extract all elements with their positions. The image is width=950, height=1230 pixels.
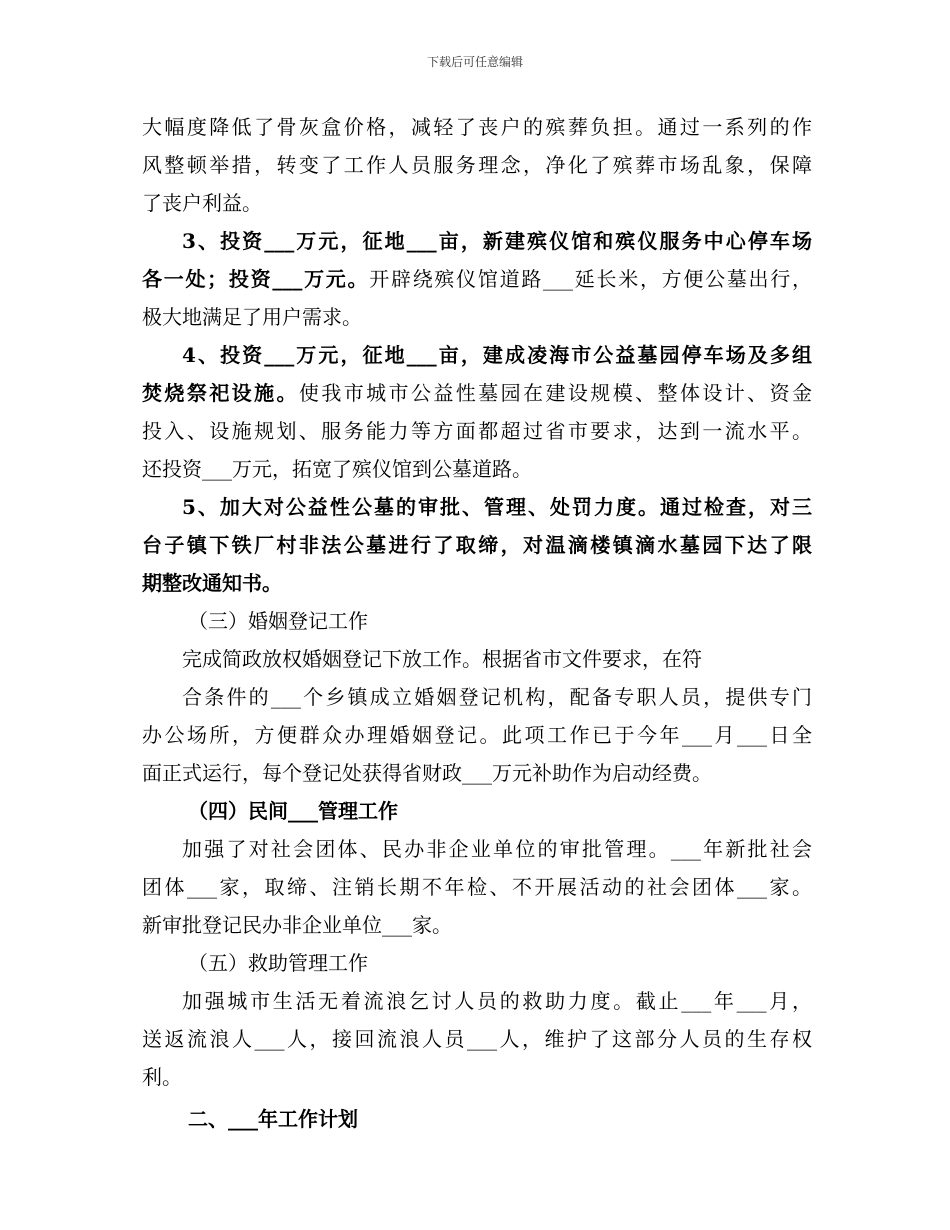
paragraph-line: 投入、设施规划、服务能力等方面都超过省市要求，达到一流水平。 [142, 419, 812, 443]
section-heading-civil: （四）民间___管理工作 [188, 799, 398, 823]
section-heading-plan: 二、___年工作计划 [188, 1107, 358, 1131]
paragraph-line: 期整改通知书。 [142, 571, 282, 595]
section-heading-relief: （五）救助管理工作 [188, 951, 368, 975]
paragraph-line: 团体___家，取缔、注销长期不年检、不开展活动的社会团体___家。 [142, 875, 812, 899]
paragraph-line: 极大地满足了用户需求。 [142, 305, 362, 329]
paragraph-line [142, 260, 812, 298]
page-header: 下载后可任意编辑 [426, 55, 523, 69]
paragraph-line: 加强了对社会团体、民办非企业单位的审批管理。___年新批社会 [182, 837, 812, 861]
item-4-heading: 4、投资___万元，征地___亩，建成凌海市公益墓园停车场及多组 [182, 343, 812, 367]
paragraph-line: 办公场所，方便群众办理婚姻登记。此项工作已于今年___月___日全 [142, 723, 812, 747]
paragraph-line: 利。 [142, 1065, 182, 1089]
paragraph-line: 风整顿举措，转变了工作人员服务理念，净化了殡葬市场乱象，保障 [142, 153, 812, 177]
text-segment: 开辟绕殡仪馆道路___延长米，方便公墓出行， [369, 267, 813, 291]
item-3-heading: 3、投资___万元，征地___亩，新建殡仪馆和殡仪服务中心停车场 [182, 229, 812, 253]
paragraph-line: 完成简政放权婚姻登记下放工作。根据省市文件要求，在符 [182, 647, 702, 671]
paragraph-line: 送返流浪人___人，接回流浪人员___人，维护了这部分人员的生存权 [142, 1027, 812, 1051]
section-heading-marriage: （三）婚姻登记工作 [188, 609, 368, 633]
paragraph-line: 加强城市生活无着流浪乞讨人员的救助力度。截止___年___月， [182, 989, 812, 1013]
paragraph-line: 面正式运行，每个登记处获得省财政___万元补助作为启动经费。 [142, 761, 712, 785]
item-5-heading: 5、加大对公益性公墓的审批、管理、处罚力度。通过检查，对三 [182, 495, 812, 519]
bold-segment: 各一处；投资___万元。 [142, 267, 370, 291]
paragraph-line: 台子镇下铁厂村非法公墓进行了取缔，对温滴楼镇滴水墓园下达了限 [142, 533, 812, 557]
text-segment: 使我市城市公益性墓园在建设规模、整体设计、资金 [298, 381, 813, 405]
document-body [142, 108, 812, 1138]
paragraph-line: 新审批登记民办非企业单位___家。 [142, 913, 452, 937]
paragraph-line: 还投资___万元，拓宽了殡仪馆到公墓道路。 [142, 457, 532, 481]
paragraph-line [142, 374, 812, 412]
paragraph-line: 了丧户利益。 [142, 191, 262, 215]
bold-segment: 焚烧祭祀设施。 [142, 381, 299, 405]
paragraph-line: 大幅度降低了骨灰盒价格，减轻了丧户的殡葬负担。通过一系列的作 [142, 115, 812, 139]
paragraph-line: 合条件的___个乡镇成立婚姻登记机构，配备专职人员，提供专门 [182, 685, 812, 709]
